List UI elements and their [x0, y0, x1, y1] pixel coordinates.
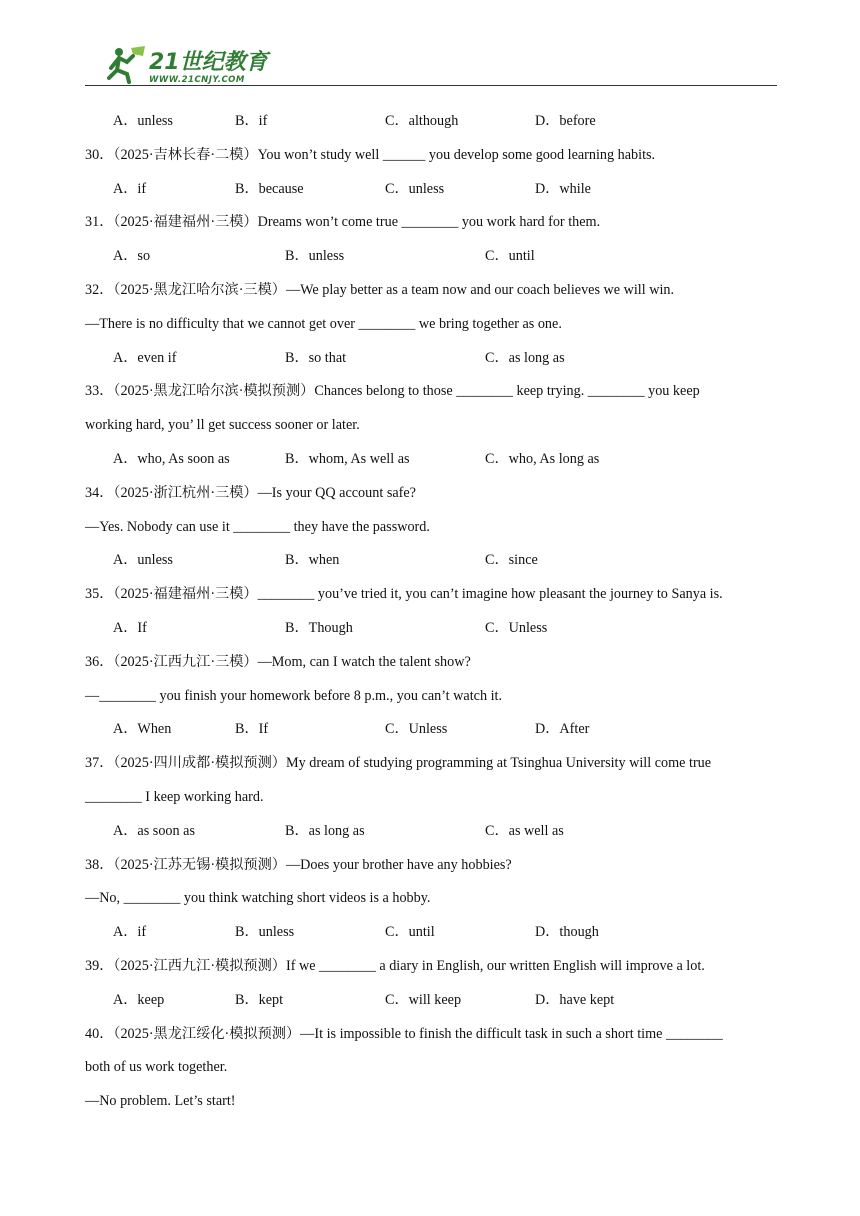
answer-option: D．while — [535, 180, 591, 197]
answer-option: B．as long as — [285, 822, 365, 839]
question-stem: 40．（2025·黑龙江绥化·模拟预测）—It is impossible to finish the difficult task in such a short time ________ — [85, 1025, 723, 1042]
answer-option: A．keep — [113, 991, 165, 1008]
answer-option: C．as long as — [485, 349, 565, 366]
svg-text:WWW.21CNJY.COM: WWW.21CNJY.COM — [149, 75, 245, 85]
question-stem: 39．（2025·江西九江·模拟预测）If we ________ a diary in English, our written English will improve a lot. — [85, 958, 705, 974]
answer-option: C．since — [485, 552, 538, 569]
question-stem: 30．（2025·吉林长春·二模）You won’t study well ______ you develop some good learning habits. — [85, 146, 656, 163]
answer-option: A．so — [113, 248, 151, 265]
question-stem: 38．（2025·江苏无锡·模拟预测）—Does your brother have any hobbies? — [85, 856, 512, 873]
question-stem: —There is no difficulty that we cannot get over ________ we bring together as one. — [85, 315, 562, 332]
page-header — [85, 40, 777, 88]
answer-option: A．if — [113, 924, 147, 941]
question-stem: —No, ________ you think watching short videos is a hobby. — [85, 890, 431, 907]
header-divider — [85, 85, 777, 86]
answer-option: B．whom, As well as — [285, 451, 410, 467]
answer-option: A．When — [113, 721, 172, 738]
question-stem: 33．（2025·黑龙江哈尔滨·模拟预测）Chances belong to those ________ keep trying. ________ you keep — [85, 383, 700, 400]
question-stem: —No problem. Let’s start! — [85, 1093, 236, 1110]
answer-option: D．though — [535, 924, 599, 941]
question-stem: working hard, you’ ll get success sooner or later. — [85, 417, 360, 434]
answer-option: B．unless — [235, 924, 295, 941]
answer-option: C．unless — [385, 180, 445, 197]
answer-option: B．If — [235, 721, 269, 738]
answer-option: B．unless — [285, 248, 345, 265]
answer-option: C．until — [485, 248, 535, 265]
answer-option: A．unless — [113, 552, 173, 569]
runner-icon — [109, 46, 145, 82]
answer-option: B．when — [285, 552, 340, 569]
answer-option: C．Unless — [485, 620, 548, 636]
answer-option: D．After — [535, 721, 590, 738]
question-stem: 31．（2025·福建福州·三模）Dreams won’t come true ________ you work hard for them. — [85, 214, 601, 231]
question-stem: 35．（2025·福建福州·三模）________ you’ve tried it, you can’t imagine how pleasant the journey to Sanya is. — [85, 586, 723, 603]
question-stem: 37．（2025·四川成都·模拟预测）My dream of studying programming at Tsinghua University will come true — [85, 755, 712, 772]
answer-option: D．have kept — [535, 991, 615, 1008]
21cnjy-logo — [105, 42, 275, 86]
answer-option: A．as soon as — [113, 822, 195, 839]
answer-option: A．who, As soon as — [113, 451, 230, 467]
answer-option: C．will keep — [385, 991, 462, 1008]
question-stem: 36．（2025·江西九江·三模）—Mom, can I watch the talent show? — [85, 653, 471, 670]
question-stem: —Yes. Nobody can use it ________ they have the password. — [85, 518, 430, 535]
answer-option: C．although — [385, 113, 459, 129]
question-stem: —________ you finish your homework before 8 p.m., you can’t watch it. — [85, 687, 503, 704]
answer-option: B．if — [235, 113, 268, 129]
answer-option: A．If — [113, 620, 147, 636]
answer-option: A．even if — [113, 349, 177, 366]
svg-text:21世纪教育: 21世纪教育 — [149, 50, 268, 75]
question-stem: 32．（2025·黑龙江哈尔滨·三模）—We play better as a team now and our coach believes we will win. — [85, 282, 675, 298]
question-stem: ________ I keep working hard. — [85, 789, 264, 805]
question-stem: 34．（2025·浙江杭州·三模）—Is your QQ account safe? — [85, 484, 416, 501]
answer-option: B．because — [235, 180, 304, 197]
answer-option: B．Though — [285, 620, 353, 636]
answer-option: C．who, As long as — [485, 451, 600, 467]
answer-option: C．as well as — [485, 822, 564, 839]
answer-option: C．Unless — [385, 721, 448, 738]
answer-option: C．until — [385, 924, 435, 941]
answer-option: B．kept — [235, 991, 284, 1008]
answer-option: B．so that — [285, 349, 347, 366]
question-stem: both of us work together. — [85, 1059, 228, 1076]
answer-option: A．if — [113, 180, 147, 197]
answer-option: A．unless — [113, 113, 173, 129]
answer-option: D．before — [535, 113, 596, 129]
